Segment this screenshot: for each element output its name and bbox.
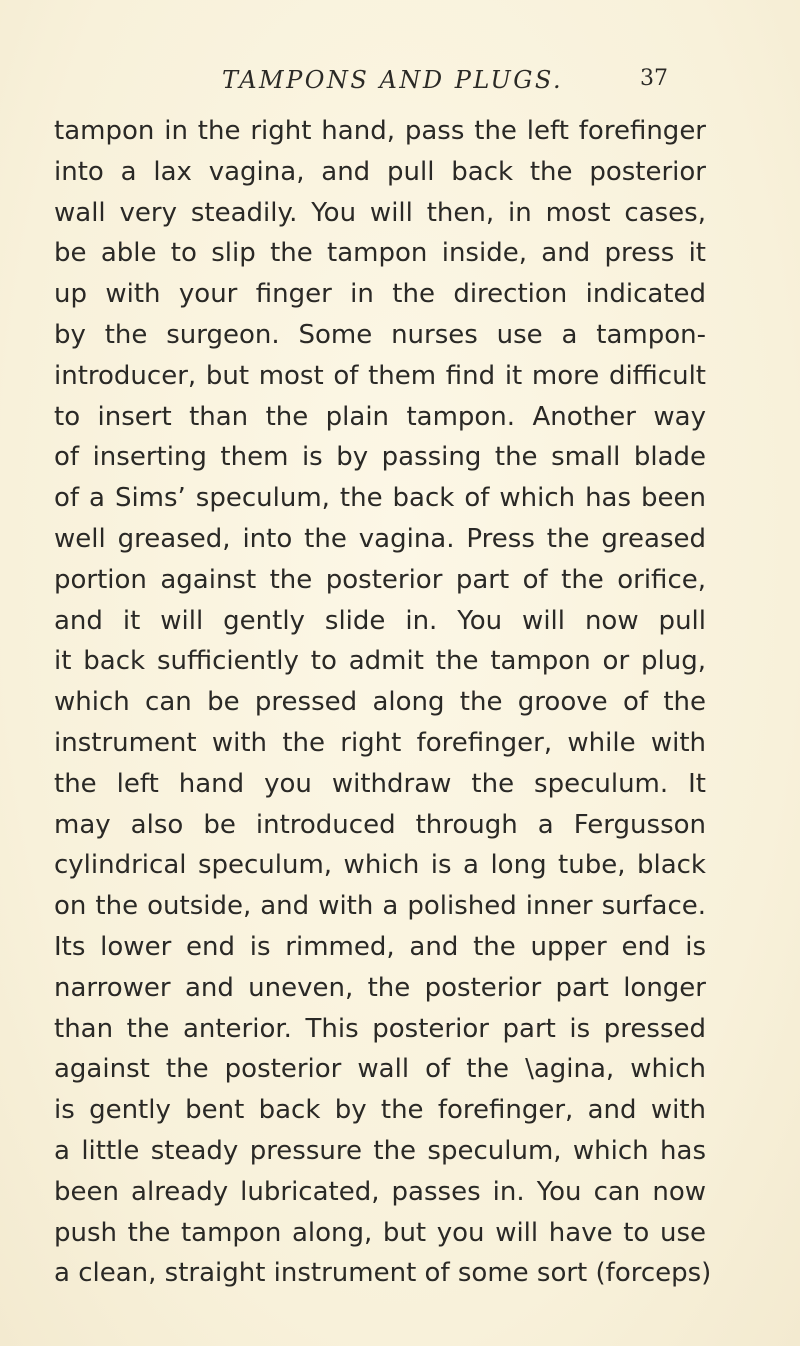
text-line: than the anterior. This posterior part is pressed (54, 1013, 706, 1044)
text-line: on the outside, and with a polished inner surface. (54, 891, 706, 922)
text-line: be able to slip the tampon inside, and press it (54, 238, 706, 269)
text-line: been already lubricated, passes in. You can now (54, 1176, 706, 1207)
text-line: push the tampon along, but you will have to use (54, 1217, 706, 1248)
text-line: of inserting them is by passing the small blade (54, 442, 706, 473)
text-line: well greased, into the vagina. Press the greased (54, 524, 706, 554)
text-line: to insert than the plain tampon. Another way (54, 401, 706, 432)
text-line: tampon in the right hand, pass the left forefinger (54, 116, 706, 146)
text-line: may also be introduced through a Fergusson (54, 809, 706, 840)
text-line: wall very steadily. You will then, in most cases, (54, 197, 706, 228)
running-head (0, 66, 800, 106)
running-title: TAMPONS AND PLUGS. (222, 66, 564, 94)
text-line: by the surgeon. Some nurses use a tampon- (54, 320, 706, 350)
text-line: Its lower end is rimmed, and the upper end is (54, 932, 706, 962)
text-line: narrower and uneven, the posterior part longer (54, 972, 706, 1003)
text-line: cylindrical speculum, which is a long tube, black (54, 850, 706, 881)
text-line: introducer, but most of them find it more difficult (54, 360, 706, 391)
text-line: and it will gently slide in. You will now pull (54, 605, 706, 636)
text-line: which can be pressed along the groove of the (54, 687, 706, 718)
text-line: a clean, straight instrument of some sort (forceps) (54, 1258, 712, 1289)
text-line: is gently bent back by the forefinger, and with (54, 1095, 706, 1126)
text-line: against the posterior wall of the \agina, which (54, 1054, 706, 1085)
page-number: 37 (640, 66, 668, 91)
text-line: into a lax vagina, and pull back the posterior (54, 156, 706, 187)
text-line: the left hand you withdraw the speculum. It (54, 768, 706, 799)
text-line: a little steady pressure the speculum, which has (54, 1136, 706, 1166)
text-line: it back sufficiently to admit the tampon or plug, (54, 646, 706, 677)
text-line: instrument with the right forefinger, while with (54, 728, 706, 758)
text-line: of a Sims’ speculum, the back of which has been (54, 483, 706, 514)
text-line: portion against the posterior part of the orifice, (54, 564, 706, 595)
text-line: up with your finger in the direction indicated (54, 279, 706, 310)
